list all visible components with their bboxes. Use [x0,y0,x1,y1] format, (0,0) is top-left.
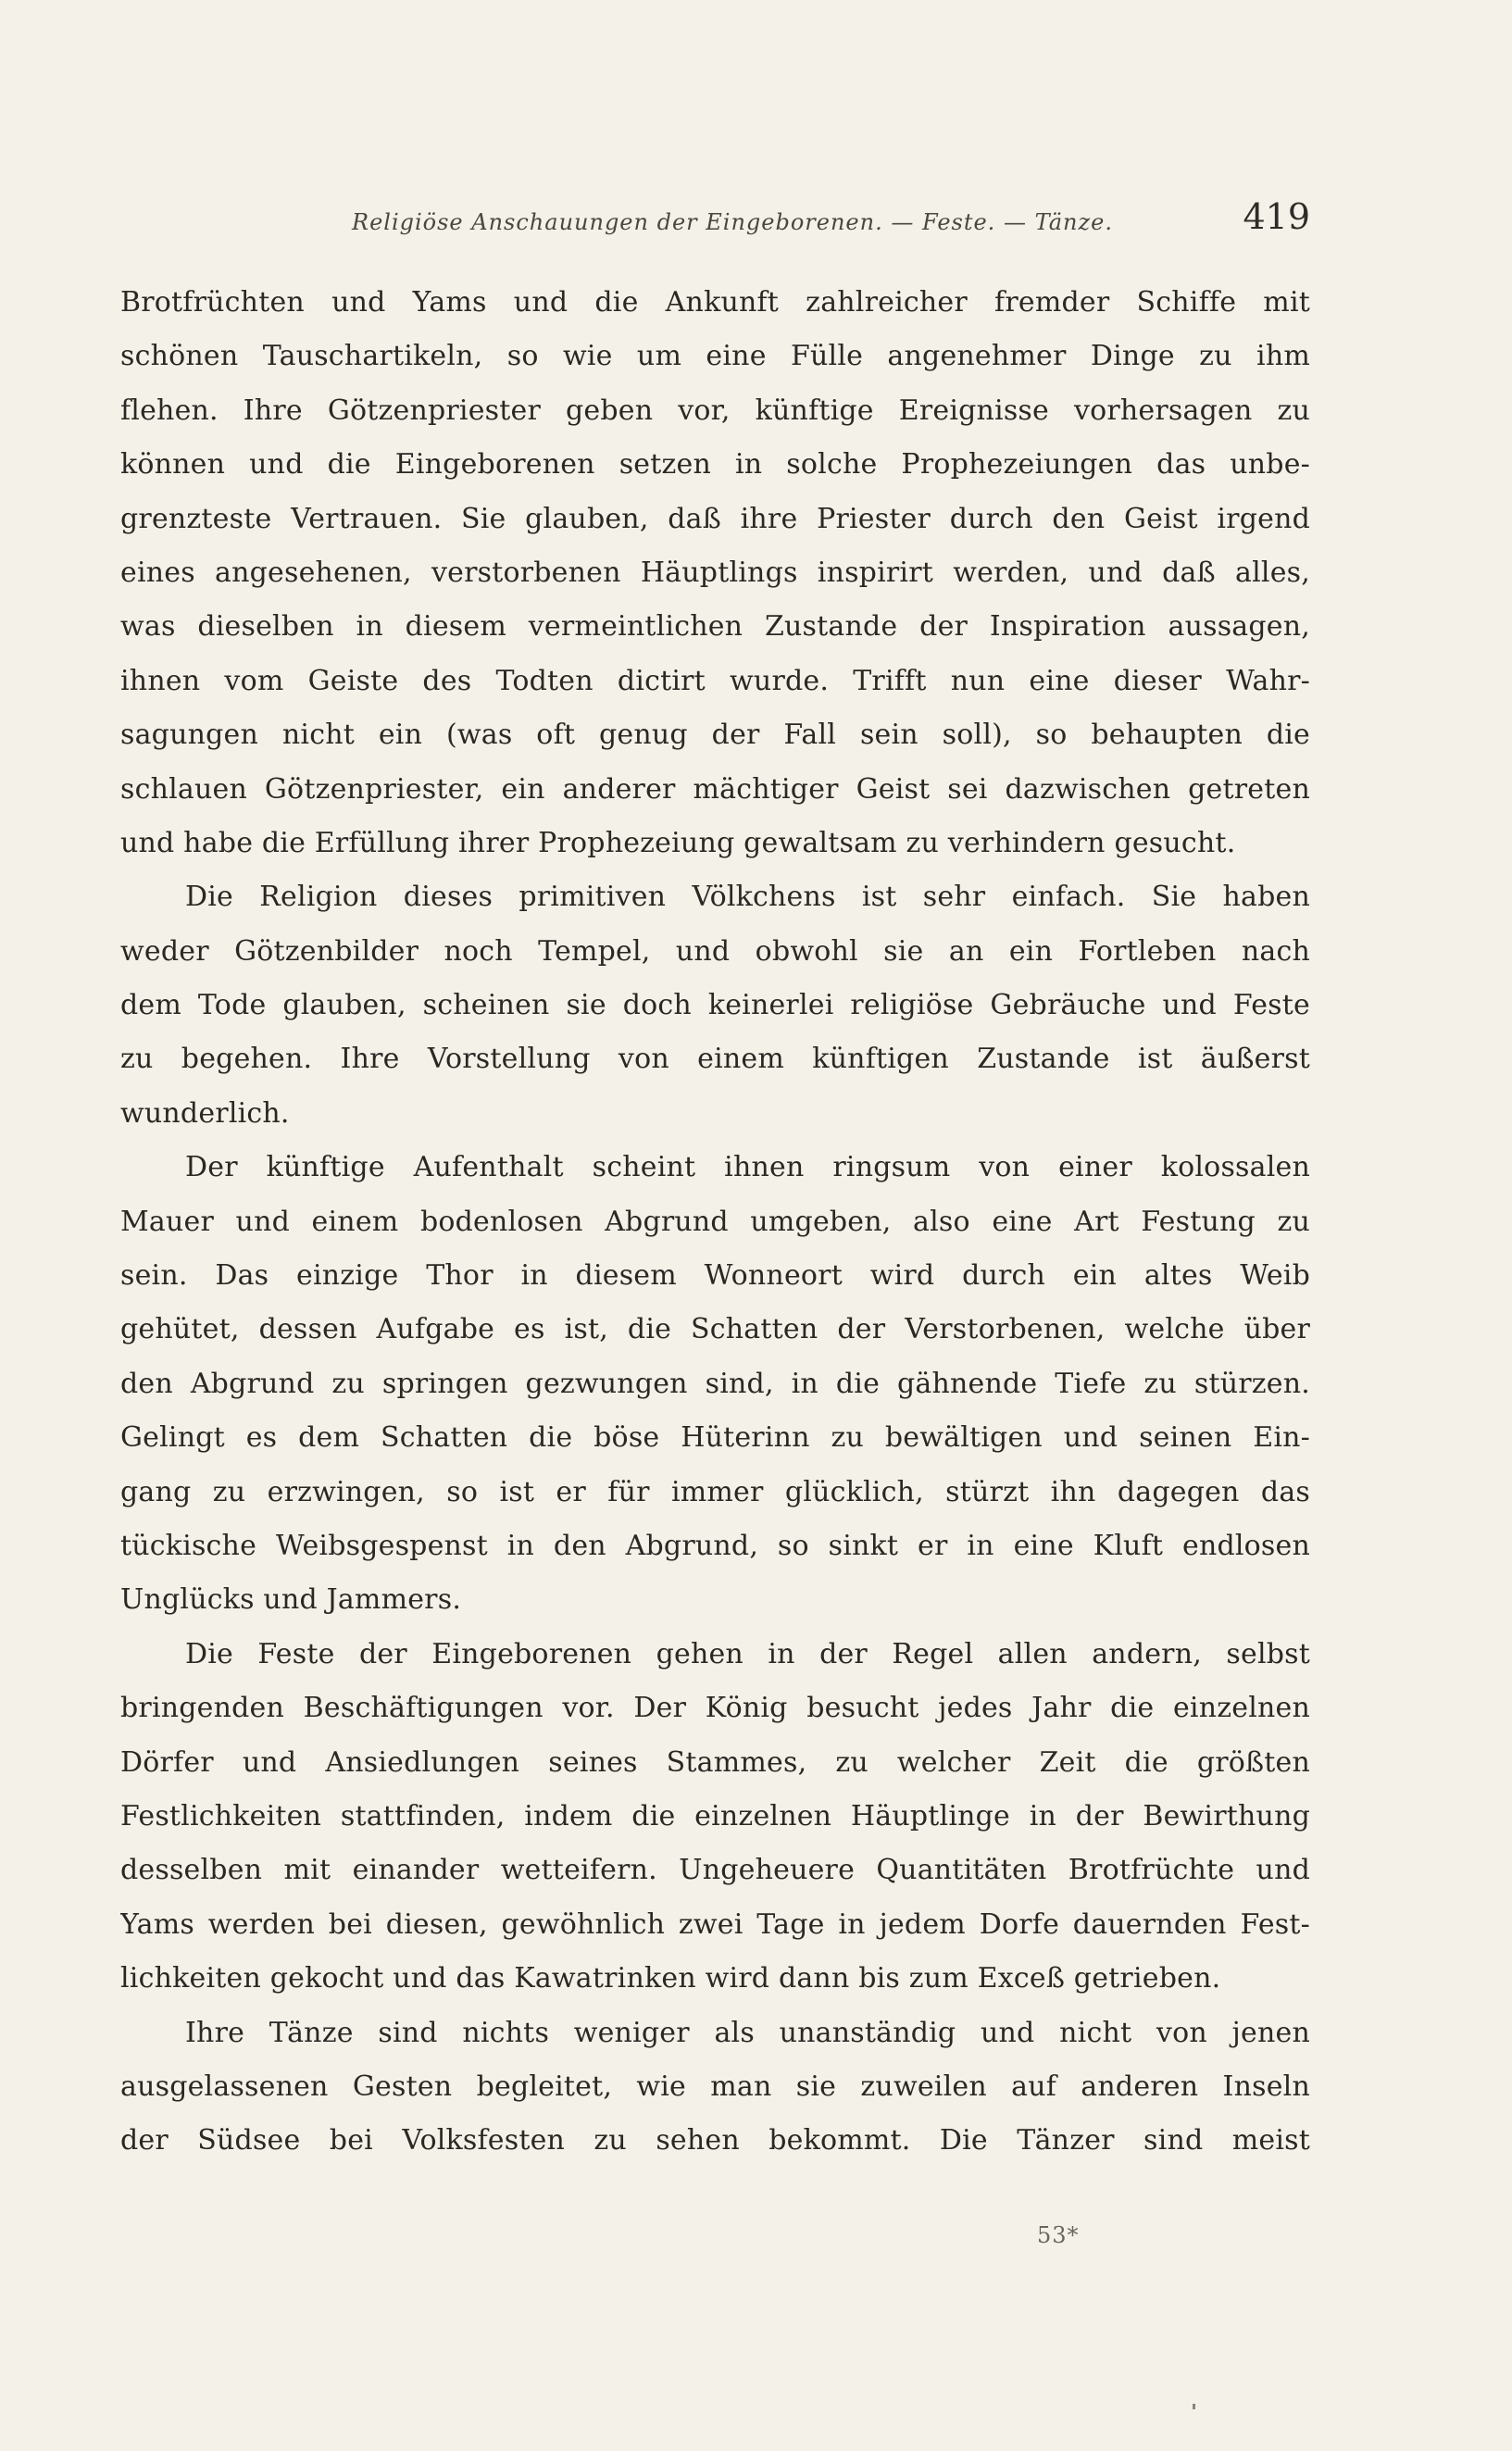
text-line: Brotfrüchten und Yams und die Ankunft zahlreicher fremder Schiffe mit [120,286,1310,319]
text-line: der Südsee bei Volksfesten zu sehen bekommt. Die Tänzer sind meist [120,2124,1310,2157]
text-line: Die Religion dieses primitiven Völkchens ist sehr einfach. Sie haben [185,881,1310,914]
text-line: was dieselben in diesem vermeintlichen Zustande der Inspiration aussagen, [120,610,1310,644]
paper-speck [1193,2404,1195,2409]
text-line: können und die Eingeborenen setzen in solche Prophezeiungen das unbe- [120,448,1310,481]
text-line: Gelingt es dem Schatten die böse Hüterinn zu bewältigen und seinen Ein- [120,1421,1310,1455]
text-line: zu begehen. Ihre Vorstellung von einem künftigen Zustande ist äußerst [120,1043,1310,1076]
text-line: sein. Das einzige Thor in diesem Wonneort wird durch ein altes Weib [120,1259,1310,1293]
text-line: schönen Tauschartikeln, so wie um eine Fülle angenehmer Dinge zu ihm [120,340,1310,373]
text-line: flehen. Ihre Götzenpriester geben vor, künftige Ereignisse vorhersagen zu [120,394,1310,427]
text-line: gang zu erzwingen, so ist er für immer glücklich, stürzt ihn dagegen das [120,1475,1310,1508]
text-line: Ihre Tänze sind nichts weniger als unanständig und nicht von jenen [185,2016,1310,2049]
text-line: Dörfer und Ansiedlungen seines Stammes, zu welcher Zeit die größten [120,1745,1310,1779]
text-line: dem Tode glauben, scheinen sie doch keinerlei religiöse Gebräuche und Feste [120,989,1310,1022]
body-text [120,276,1310,2169]
text-line: sagungen nicht ein (was oft genug der Fall sein soll), so behaupten die [120,719,1310,752]
page-number: 419 [1243,196,1310,237]
text-line: eines angesehenen, verstorbenen Häuptlings inspirirt werden, und daß alles, [120,556,1310,589]
text-line: Der künftige Aufenthalt scheint ihnen ringsum von einer kolossalen [185,1151,1310,1184]
text-line: den Abgrund zu springen gezwungen sind, in die gähnende Tiefe zu stürzen. [120,1367,1310,1400]
text-line: weder Götzenbilder noch Tempel, und obwohl sie an ein Fortleben nach [120,934,1310,968]
signature-mark: 53* [1037,2222,1080,2248]
text-line: bringenden Beschäftigungen vor. Der König besucht jedes Jahr die einzelnen [120,1692,1310,1725]
text-line: Yams werden bei diesen, gewöhnlich zwei Tage in jedem Dorfe dauernden Fest- [120,1907,1310,1941]
text-line: Unglücks und Jammers. [120,1583,462,1617]
text-line: tückische Weibsgespenst in den Abgrund, so sinkt er in eine Kluft endlosen [120,1529,1310,1562]
text-line: lichkeiten gekocht und das Kawatrinken wird dann bis zum Exceß getrieben. [120,1962,1221,1995]
running-head: Religiöse Anschauungen der Eingeborenen. — Feste. — Tänze. [352,209,1113,235]
text-line: ausgelassenen Gesten begleitet, wie man sie zuweilen auf anderen Inseln [120,2070,1310,2103]
text-line: und habe die Erfüllung ihrer Prophezeiung gewaltsam zu verhindern gesucht. [120,826,1236,859]
text-line: Die Feste der Eingeborenen gehen in der Regel allen andern, selbst [185,1637,1310,1670]
text-line: schlauen Götzenpriester, ein anderer mächtiger Geist sei dazwischen getreten [120,772,1310,806]
text-line: gehütet, dessen Aufgabe es ist, die Schatten der Verstorbenen, welche über [120,1313,1310,1346]
text-line: Mauer und einem bodenlosen Abgrund umgeben, also eine Art Festung zu [120,1205,1310,1238]
page-header [352,196,1310,243]
text-line: desselben mit einander wetteifern. Ungeheuere Quantitäten Brotfrüchte und [120,1854,1310,1887]
text-line: ihnen vom Geiste des Todten dictirt wurde. Trifft nun eine dieser Wahr- [120,664,1310,697]
text-line: grenzteste Vertrauen. Sie glauben, daß ihre Priester durch den Geist irgend [120,502,1310,535]
text-line: wunderlich. [120,1096,290,1130]
text-line: Festlichkeiten stattfinden, indem die einzelnen Häuptlinge in der Bewirthung [120,1799,1310,1832]
